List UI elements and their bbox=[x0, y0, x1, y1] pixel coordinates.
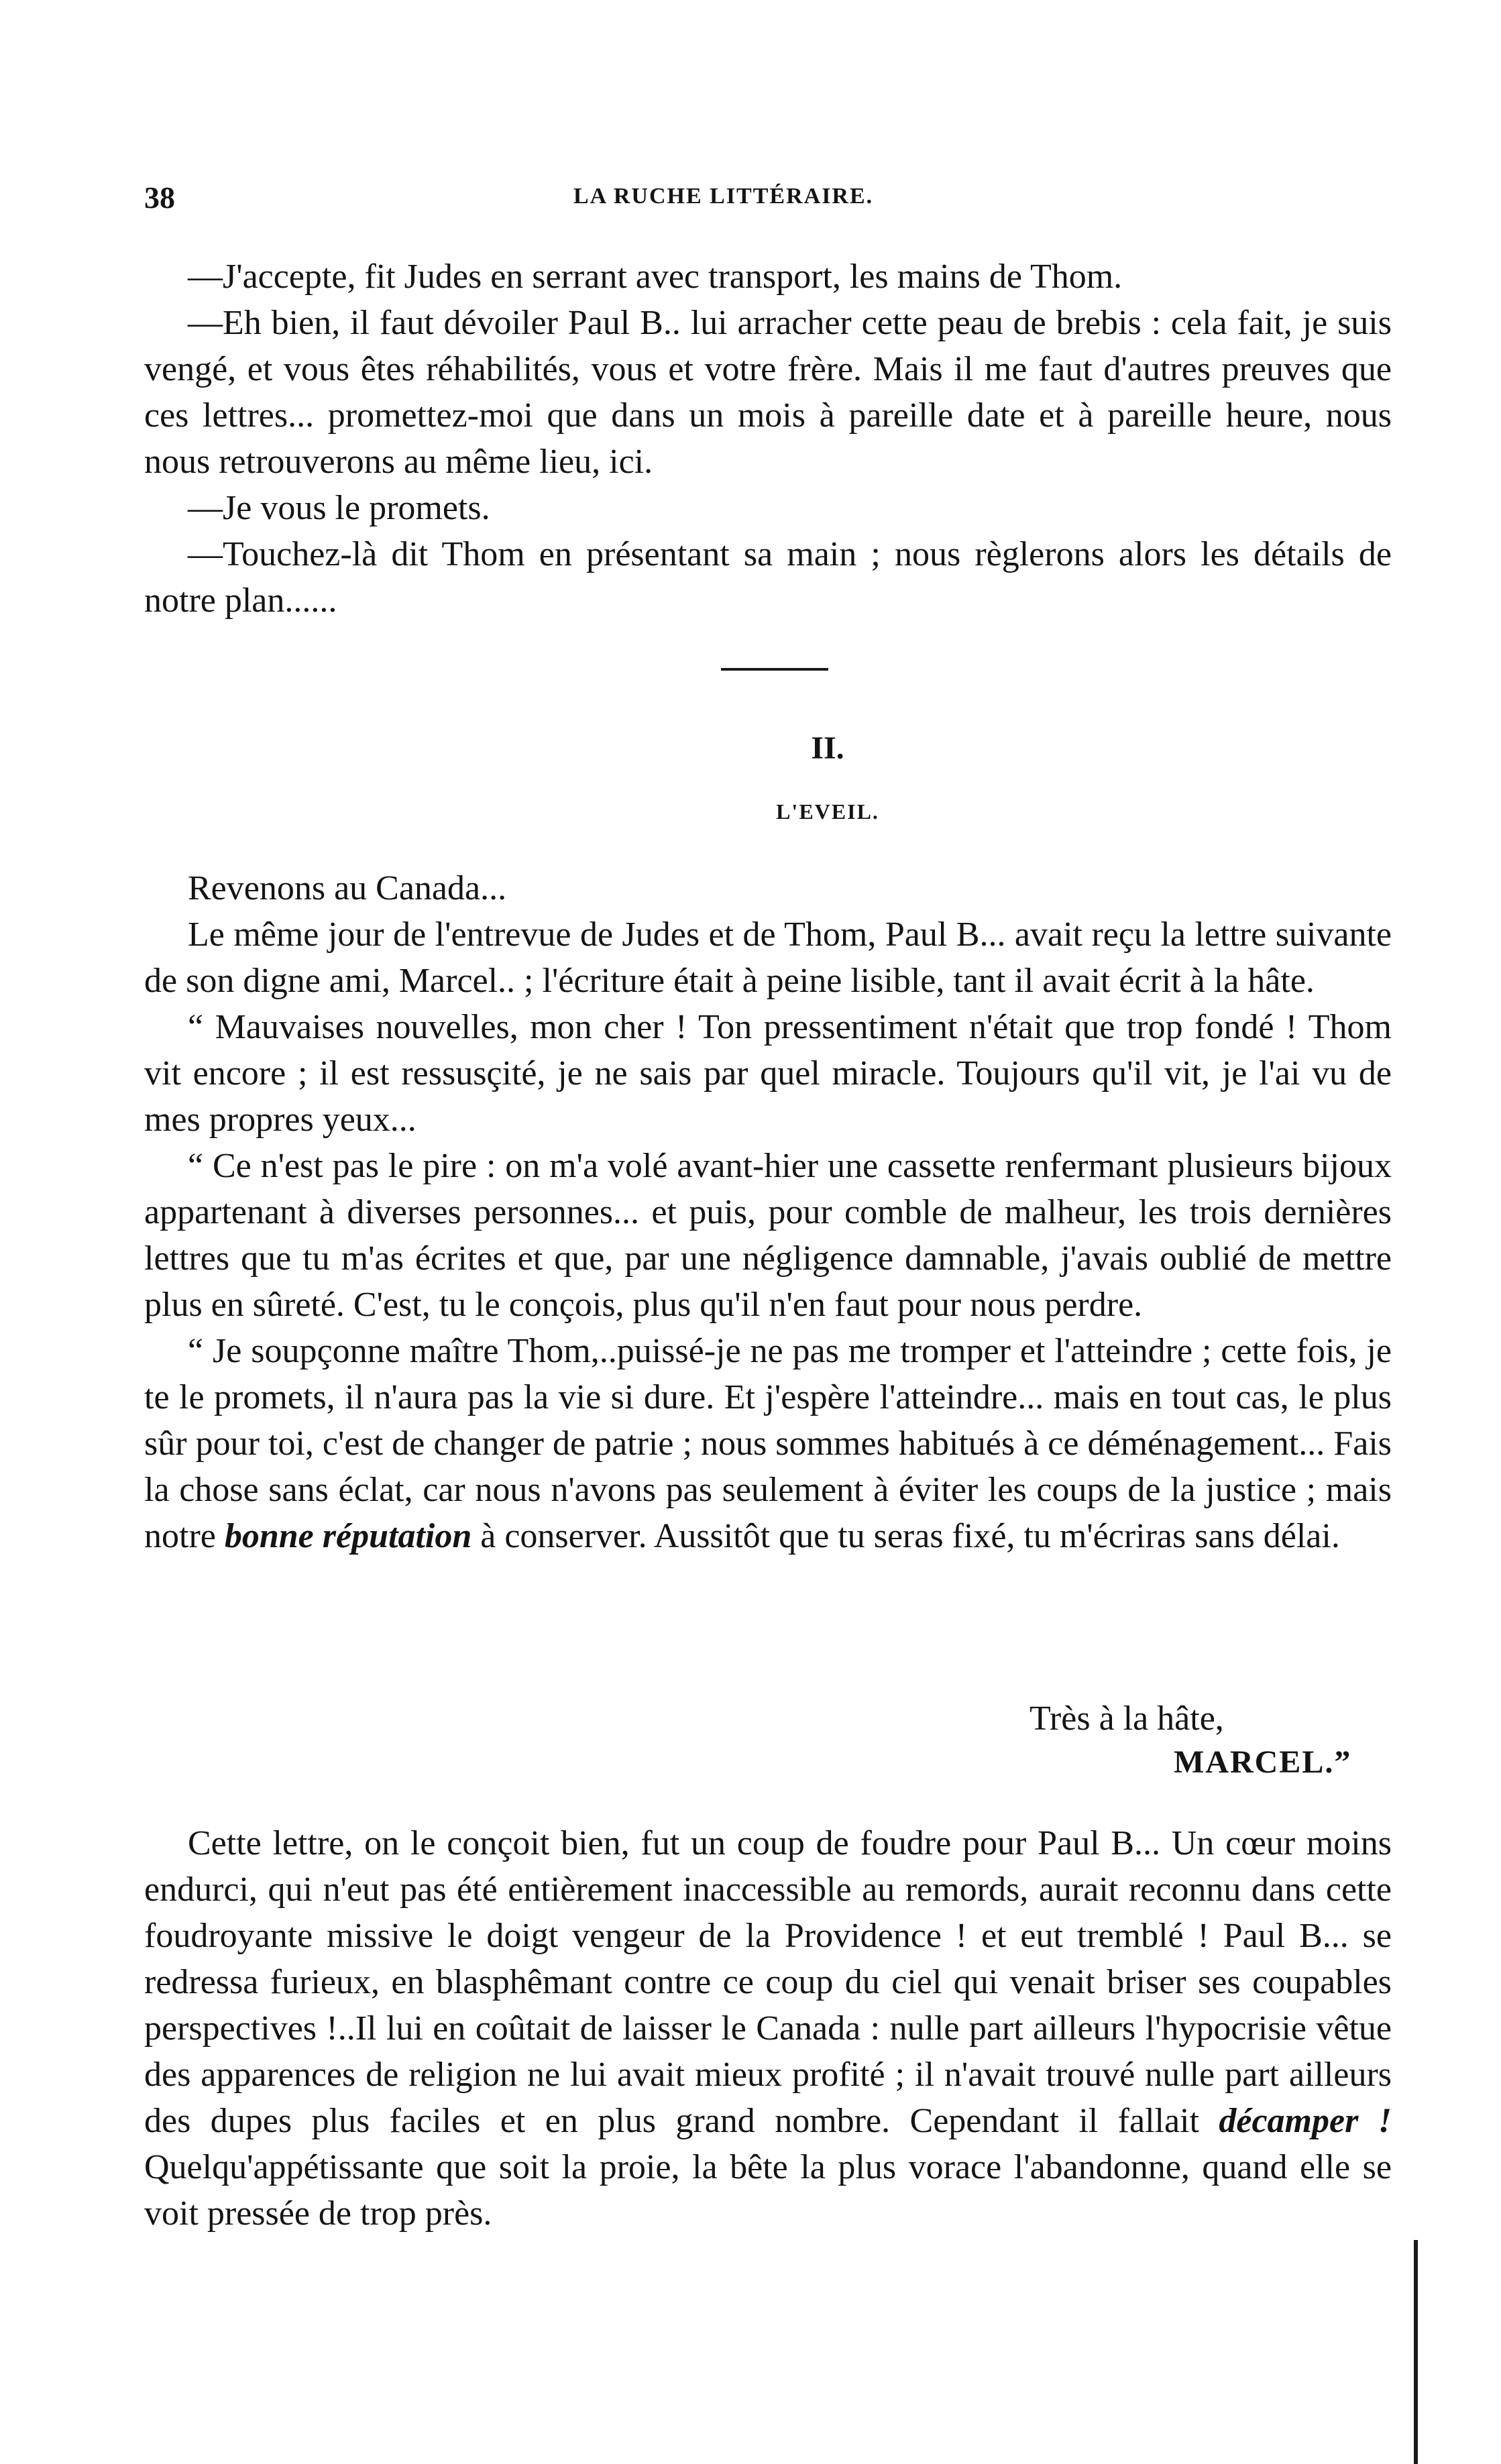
paragraph bbox=[144, 1820, 1392, 2237]
journal-title: LA RUCHE LITTÉRAIRE. bbox=[573, 184, 874, 209]
paragraph: Revenons au Canada... bbox=[188, 869, 507, 907]
paragraph: “ Mauvaises nouvelles, mon cher ! Ton pressentiment n'était que trop fondé ! Thom vit encore ; il est ressusçité, je ne sais par quel miracle. Toujours qu'il vit, je l'ai vu de mes propres yeux... bbox=[144, 1008, 1392, 1139]
letter-section bbox=[144, 865, 1392, 1559]
paragraph-text: “ Je soupçonne maître Thom,..puissé-je ne pas me tromper et l'atteindre ; cette fois, je te le promets, il n'aura pas la vie si dure. Et j'espère l'atteindre... mais en tout cas, le plus sûr pour toi, c'est de changer de patrie ; nous sommes habitués à ce déménagement... Fais la chose sans éclat, car nous n'avons pas seulement à éviter les coups de la justice ; mais notre bbox=[144, 1332, 1392, 1555]
letter-signature: MARCEL.” bbox=[1174, 1744, 1352, 1780]
narrative-section bbox=[144, 1820, 1392, 2237]
section-divider bbox=[721, 668, 828, 671]
paragraph-text: Cette lettre, on le conçoit bien, fut un coup de foudre pour Paul B... Un cœur moins endurci, qui n'eut pas été entièrement inaccessible au remords, aurait reconnu dans cette foudroyante missive le doigt vengeur de la Providence ! et eut tremblé ! Paul B... se redressa furieux, en blasphêmant contre ce coup du ciel qui venait briser ses coupables perspectives !..Il lui en coûtait de laisser le Canada : nulle part ailleurs l'hypocrisie vêtue des apparences de religion ne lui avait mieux profité ; il n'avait trouvé nulle part ailleurs des dupes plus faciles et en plus grand nombre. Cependant il fallait bbox=[144, 1824, 1392, 2140]
paragraph: —J'accepte, fit Judes en serrant avec transport, les mains de Thom. bbox=[188, 258, 1123, 296]
emphasized-text: bonne réputation bbox=[224, 1517, 472, 1555]
paragraph bbox=[144, 1328, 1392, 1559]
paragraph: “ Ce n'est pas le pire : on m'a volé avant-hier une cassette renfermant plusieurs bijoux appartenant à diverses personnes... et puis, pour comble de malheur, les trois dernières lettres que tu m'as écrites et que, par une négligence damnable, j'avais oublié de mettre plus en sûreté. C'est, tu le conçois, plus qu'il n'en faut pour nous perdre. bbox=[144, 1147, 1392, 1324]
paragraph: Le même jour de l'entrevue de Judes et de Thom, Paul B... avait reçu la lettre suivante de son digne ami, Marcel.. ; l'écriture était à peine lisible, tant il avait écrit à la hâte. bbox=[144, 915, 1392, 1000]
paragraph-text: à conserver. Aussitôt que tu seras fixé, tu m'écriras sans délai. bbox=[471, 1517, 1340, 1555]
dialogue-section bbox=[144, 254, 1392, 624]
paragraph: —Touchez-là dit Thom en présentant sa main ; nous règlerons alors les détails de notre plan...... bbox=[144, 535, 1392, 620]
emphasized-text: décamper ! bbox=[1219, 2102, 1392, 2140]
page-edge-mark bbox=[1414, 2240, 1418, 2464]
running-head bbox=[144, 180, 1392, 220]
paragraph: —Eh bien, il faut dévoiler Paul B.. lui arracher cette peau de brebis : cela fait, je suis vengé, et vous êtes réhabilités, vous et votre frère. Mais il me faut d'autres preuves que ces lettres... promettez-moi que dans un mois à pareille date et à pareille heure, nous nous retrouverons au même lieu, ici. bbox=[144, 304, 1392, 481]
paragraph: —Je vous le promets. bbox=[188, 489, 490, 527]
paragraph-text: Quelqu'appétissante que soit la proie, la bête la plus vorace l'abandonne, quand elle se voit pressée de trop près. bbox=[144, 2148, 1392, 2233]
chapter-number: II. bbox=[811, 730, 844, 766]
letter-signoff: Très à la hâte, bbox=[1030, 1699, 1224, 1738]
page-number: 38 bbox=[144, 180, 175, 215]
chapter-title: L'EVEIL. bbox=[776, 799, 879, 824]
